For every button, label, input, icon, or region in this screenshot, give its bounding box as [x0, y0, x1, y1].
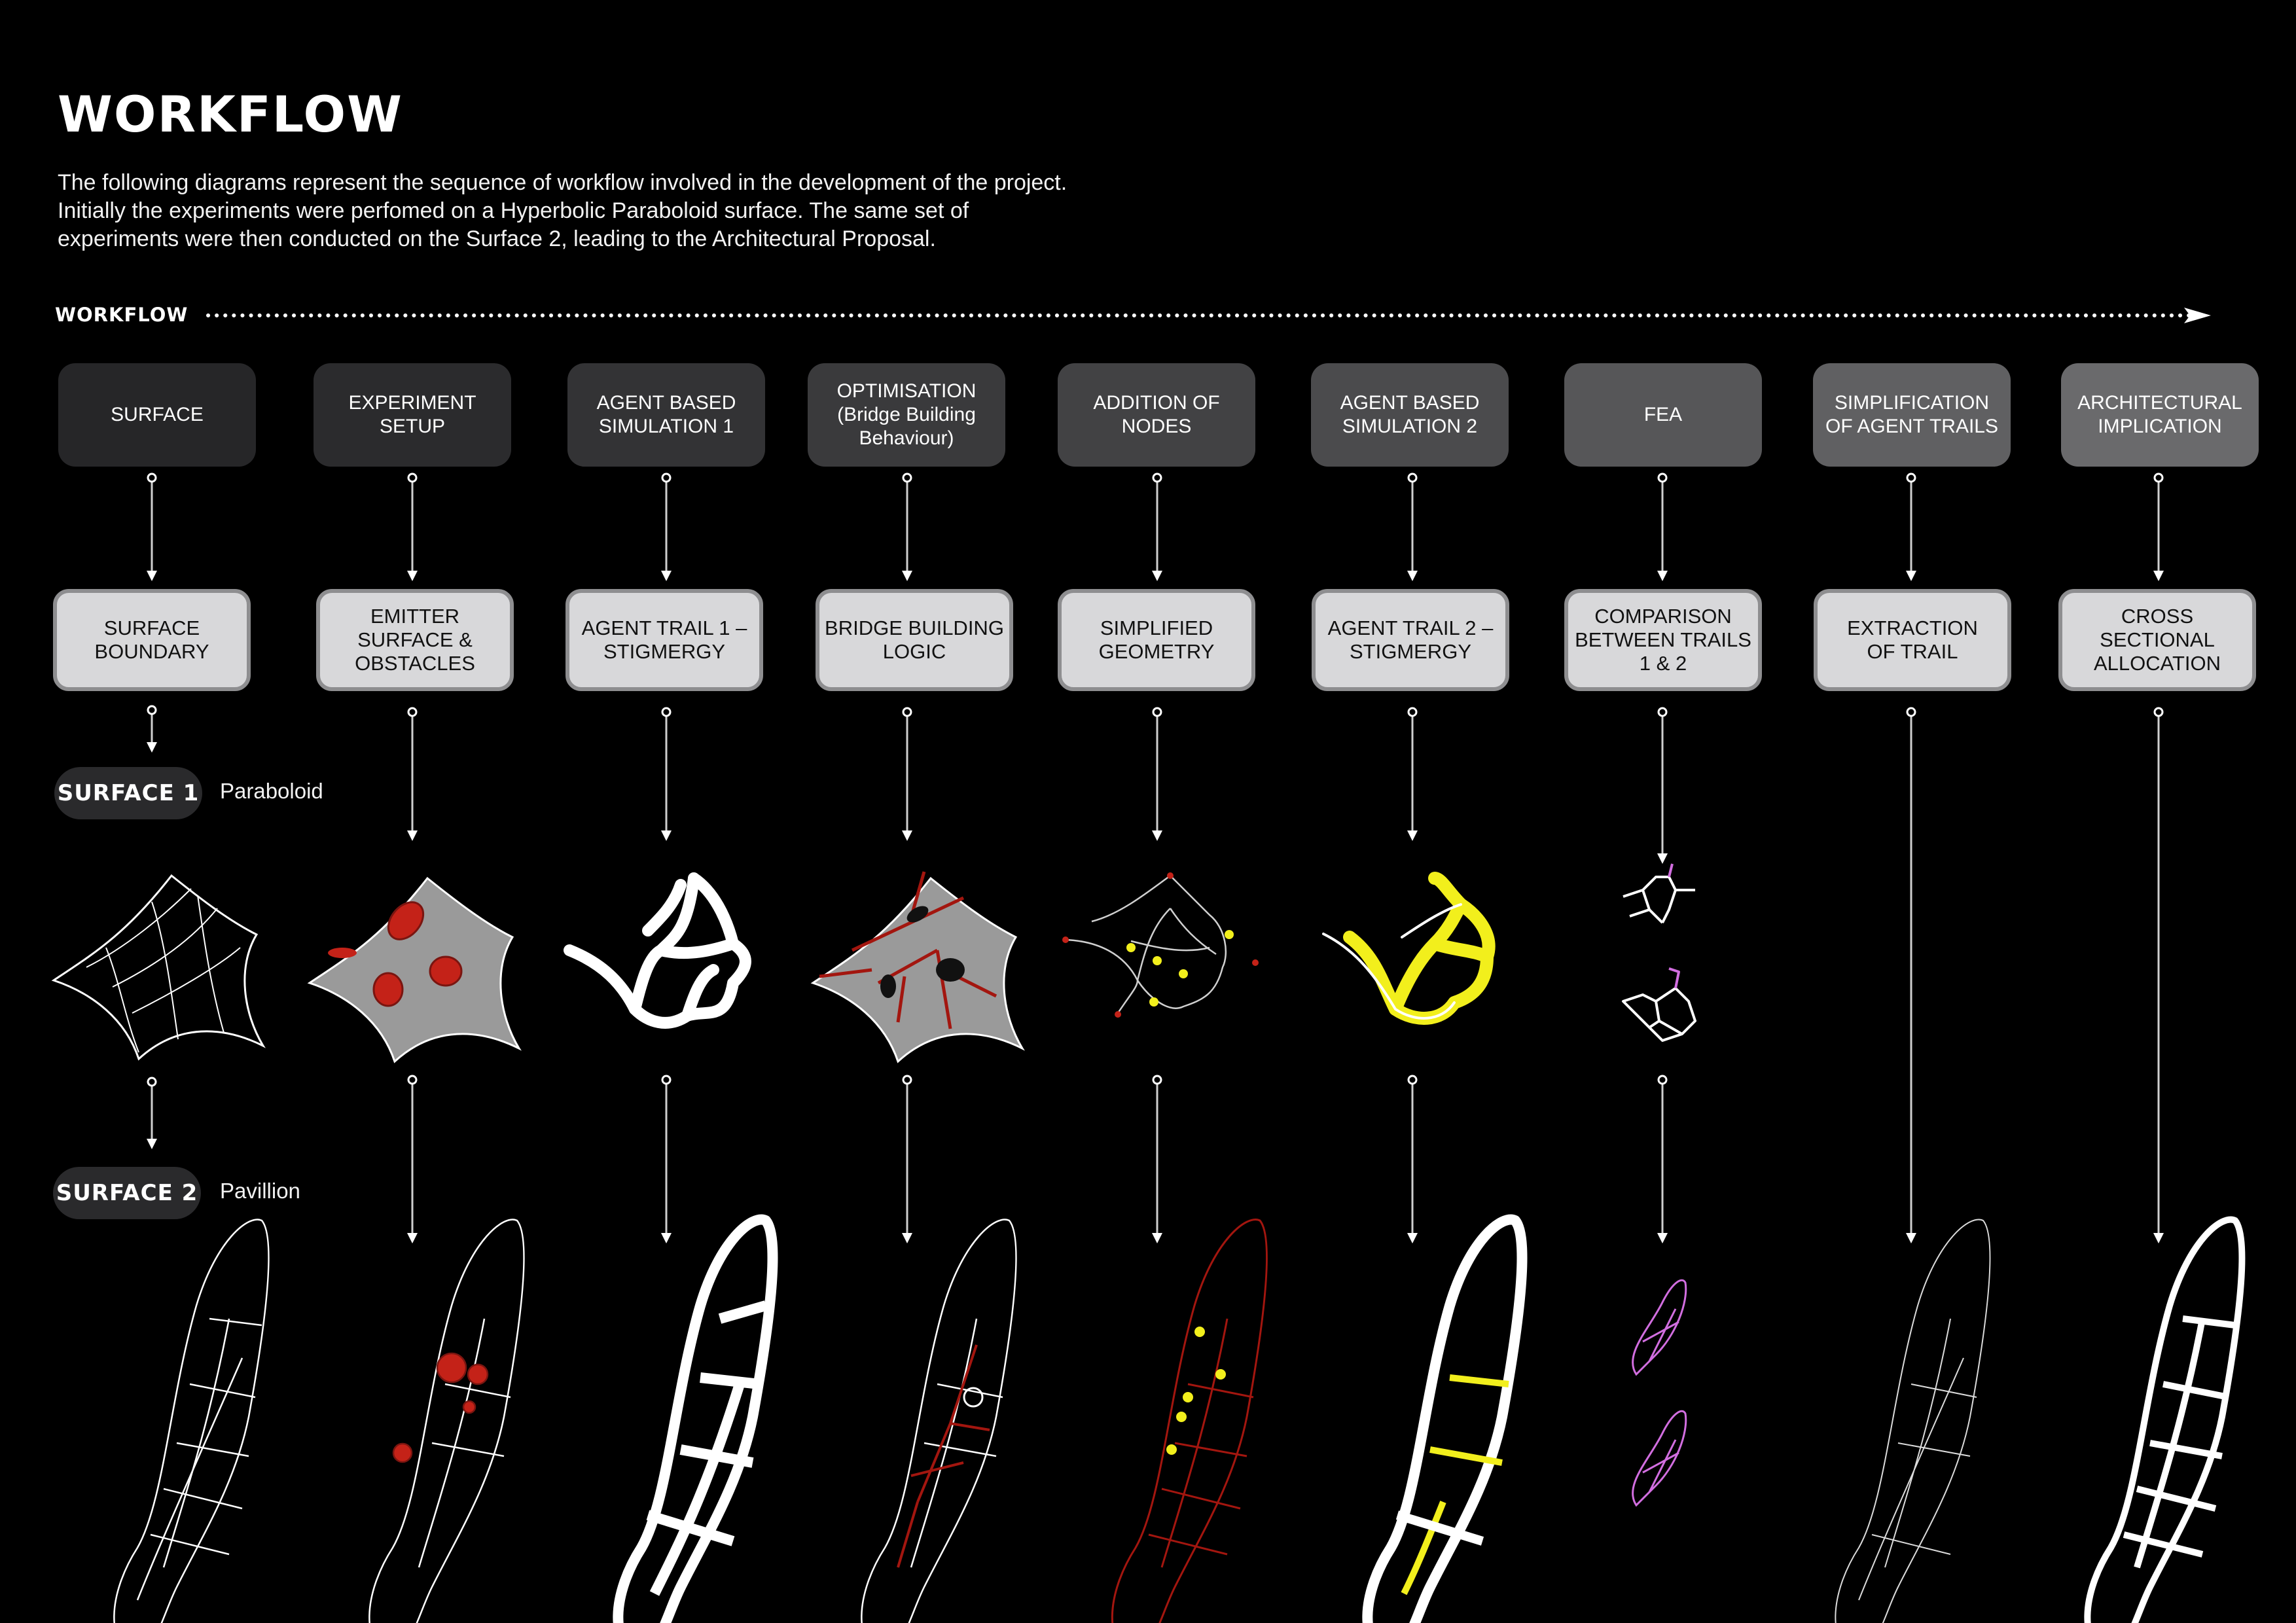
detail-box-bridge-logic: BRIDGE BUILDING LOGIC	[816, 589, 1013, 691]
step-box-fea: FEA	[1564, 363, 1762, 467]
detail-box-surface-boundary: SURFACE BOUNDARY	[53, 589, 251, 691]
detail-box-emitter: EMITTER SURFACE & OBSTACLES	[316, 589, 514, 691]
pavilion-emitter-icon	[369, 1220, 524, 1623]
fea-comparison-icon	[1623, 864, 1695, 1041]
agent-trail-2-icon	[1323, 878, 1489, 1018]
pavilion-surface-icon	[114, 1220, 268, 1623]
bridge-logic-icon	[813, 872, 1022, 1061]
simplified-geometry-icon	[1062, 872, 1259, 1018]
pavilion-extraction-icon	[1835, 1220, 1990, 1623]
detail-box-extraction: EXTRACTION OF TRAIL	[1814, 589, 2011, 691]
detail-box-simplified-geometry: SIMPLIFIED GEOMETRY	[1058, 589, 1255, 691]
surface-2-tag: SURFACE 2	[53, 1167, 201, 1219]
detail-box-agent-trail-2: AGENT TRAIL 2 – STIGMERGY	[1312, 589, 1509, 691]
pavilion-agent-trail-2-icon	[1367, 1220, 1522, 1623]
pavilion-fea-icon	[1633, 1280, 1686, 1505]
step-box-agent-simulation-2: AGENT BASED SIMULATION 2	[1311, 363, 1509, 467]
intro-paragraph: The following diagrams represent the sequence of workflow involved in the development of the project. Initially the experiments were perfomed on a Hyperbolic Paraboloid surface. The same set of experiments were then conducted on the Surface 2, leading to the Architectural Proposal.	[58, 170, 1067, 251]
step-box-addition-of-nodes: ADDITION OF NODES	[1058, 363, 1255, 467]
page-title: WORKFLOW	[58, 85, 403, 143]
step-box-agent-simulation-1: AGENT BASED SIMULATION 1	[567, 363, 765, 467]
step-box-experiment-setup: EXPERIMENT SETUP	[314, 363, 511, 467]
step-box-simplification: SIMPLIFICATION OF AGENT TRAILS	[1813, 363, 2011, 467]
pavilion-nodes-icon	[1112, 1220, 1266, 1623]
agent-trail-icon	[569, 878, 745, 1023]
surface-1-tag: SURFACE 1	[54, 767, 202, 819]
surface-2-name: Pavillion	[220, 1179, 300, 1203]
workflow-label: WORKFLOW	[55, 304, 188, 326]
emitter-surface-icon	[310, 878, 519, 1061]
step-box-surface: SURFACE	[58, 363, 256, 467]
detail-box-agent-trail-1: AGENT TRAIL 1 – STIGMERGY	[565, 589, 763, 691]
pavilion-bridge-icon	[861, 1220, 1016, 1623]
detail-box-cross-sectional: CROSS SECTIONAL ALLOCATION	[2058, 589, 2256, 691]
surface-1-name: Paraboloid	[220, 779, 323, 803]
pavilion-agent-trail-icon	[618, 1220, 772, 1623]
paraboloid-surface-icon	[54, 876, 263, 1059]
step-box-optimisation: OPTIMISATION (Bridge Building Behaviour)	[808, 363, 1005, 467]
detail-box-comparison: COMPARISON BETWEEN TRAILS 1 & 2	[1564, 589, 1762, 691]
pavilion-cross-section-icon	[2087, 1220, 2242, 1623]
step-box-architectural-implication: ARCHITECTURAL IMPLICATION	[2061, 363, 2259, 467]
